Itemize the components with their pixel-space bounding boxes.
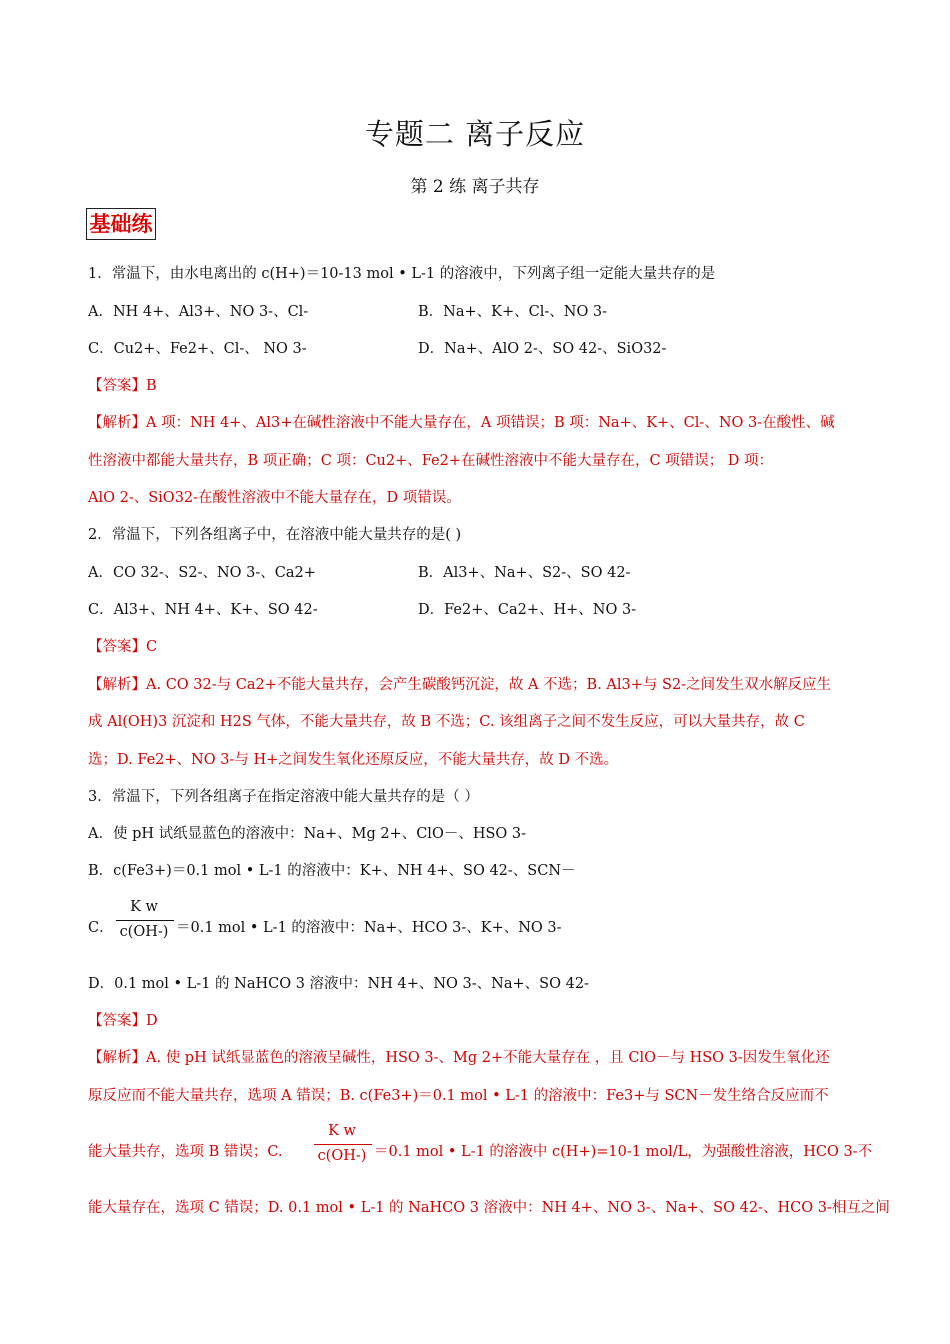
q3-answer: 【答案】D xyxy=(88,1013,158,1029)
q3-explanation-line1: 【解析】A. 使 pH 试纸显蓝色的溶液呈碱性，HSO 3-、Mg 2+不能大量存在 ，且 ClO－与 HSO 3-因发生氧化还 xyxy=(88,1050,830,1066)
q3-option-c-fraction-bar xyxy=(116,920,174,921)
q3-stem: 3．常温下，下列各组离子在指定溶液中能大量共存的是（ ） xyxy=(88,789,479,805)
q1-option-a: A．NH 4+、Al3+、NO 3-、Cl- xyxy=(88,304,309,320)
q3-option-d: D．0.1 mol • L-1 的 NaHCO 3 溶液中：NH 4+、NO 3-、Na+、SO 42- xyxy=(88,976,589,992)
q3-explanation-fraction-bar xyxy=(314,1144,372,1145)
q3-explanation-line3-start: 能大量共存，选项 B 错误；C. xyxy=(88,1144,283,1160)
q3-explanation-fraction-numerator: K w xyxy=(328,1123,356,1139)
q3-option-c-text: ＝0.1 mol • L-1 的溶液中：Na+、HCO 3-、K+、NO 3- xyxy=(176,920,562,936)
q3-option-c-fraction-numerator: K w xyxy=(130,899,158,915)
q1-option-c: C．Cu2+、Fe2+、Cl-、 NO 3- xyxy=(88,341,307,357)
q2-explanation-line1: 【解析】A. CO 32-与 Ca2+不能大量共存，会产生碳酸钙沉淀，故 A 不选；B. Al3+与 S2-之间发生双水解反应生 xyxy=(88,677,832,693)
q3-explanation-line3-end: ＝0.1 mol • L-1 的溶液中 c(H+)=10-1 mol/L，为强酸性溶液，HCO 3-不 xyxy=(374,1144,873,1160)
q2-option-d: D．Fe2+、Ca2+、H+、NO 3- xyxy=(418,602,637,618)
q2-option-b: B．Al3+、Na+、S2-、SO 42- xyxy=(418,565,631,581)
q3-option-c-label: C． xyxy=(88,920,114,936)
q2-option-c: C．Al3+、NH 4+、K+、SO 42- xyxy=(88,602,318,618)
q2-stem: 2．常温下，下列各组离子中，在溶液中能大量共存的是( ) xyxy=(88,527,462,543)
q1-option-d: D．Na+、AlO 2-、SO 42-、SiO32- xyxy=(418,341,667,357)
q2-explanation-line3: 选；D. Fe2+、NO 3-与 H+之间发生氧化还原反应，不能大量共存，故 D 不选。 xyxy=(88,752,619,768)
q1-answer: 【答案】B xyxy=(88,378,157,394)
page-title: 专题二 离子反应 xyxy=(364,117,586,151)
section-badge: 基础练 xyxy=(86,208,156,240)
q3-option-c-fraction-denominator: c(OH-) xyxy=(119,924,169,940)
q2-option-a: A．CO 32-、S2-、NO 3-、Ca2+ xyxy=(88,565,316,581)
q1-explanation-line1: 【解析】A 项：NH 4+、Al3+在碱性溶液中不能大量存在，A 项错误；B 项：Na+、K+、Cl-、NO 3-在酸性、碱 xyxy=(88,415,835,431)
q3-option-a: A．使 pH 试纸显蓝色的溶液中：Na+、Mg 2+、ClO－、HSO 3- xyxy=(88,826,527,842)
q2-answer: 【答案】C xyxy=(88,639,158,655)
q2-explanation-line2: 成 Al(OH)3 沉淀和 H2S 气体，不能大量共存，故 B 不选；C. 该组离子之间不发生反应，可以大量共存，故 C xyxy=(88,714,805,730)
q1-option-b: B．Na+、K+、Cl-、NO 3- xyxy=(418,304,608,320)
q1-stem: 1．常温下，由水电离出的 c(H+)＝10-13 mol • L-1 的溶液中，下列离子组一定能大量共存的是 xyxy=(88,266,716,282)
q3-explanation-line2: 原反应而不能大量共存，选项 A 错误；B. c(Fe3+)＝0.1 mol • L-1 的溶液中：Fe3+与 SCN－发生络合反应而不 xyxy=(88,1088,829,1104)
q1-explanation-line3: AlO 2-、SiO32-在酸性溶液中不能大量存在，D 项错误。 xyxy=(88,490,461,506)
page-subtitle: 第 2 练 离子共存 xyxy=(410,177,540,197)
q1-explanation-line2: 性溶液中都能大量共存，B 项正确；C 项：Cu2+、Fe2+在碱性溶液中不能大量存在，C 项错误； D 项： xyxy=(88,453,774,469)
q3-explanation-line4: 能大量存在，选项 C 错误；D. 0.1 mol • L-1 的 NaHCO 3 溶液中：NH 4+、NO 3-、Na+、SO 42-、HCO 3-相互之间 xyxy=(88,1200,890,1216)
q3-explanation-fraction-denominator: c(OH-) xyxy=(317,1148,367,1164)
q3-option-b: B．c(Fe3+)＝0.1 mol • L-1 的溶液中：K+、NH 4+、SO 42-、SCN－ xyxy=(88,863,576,879)
